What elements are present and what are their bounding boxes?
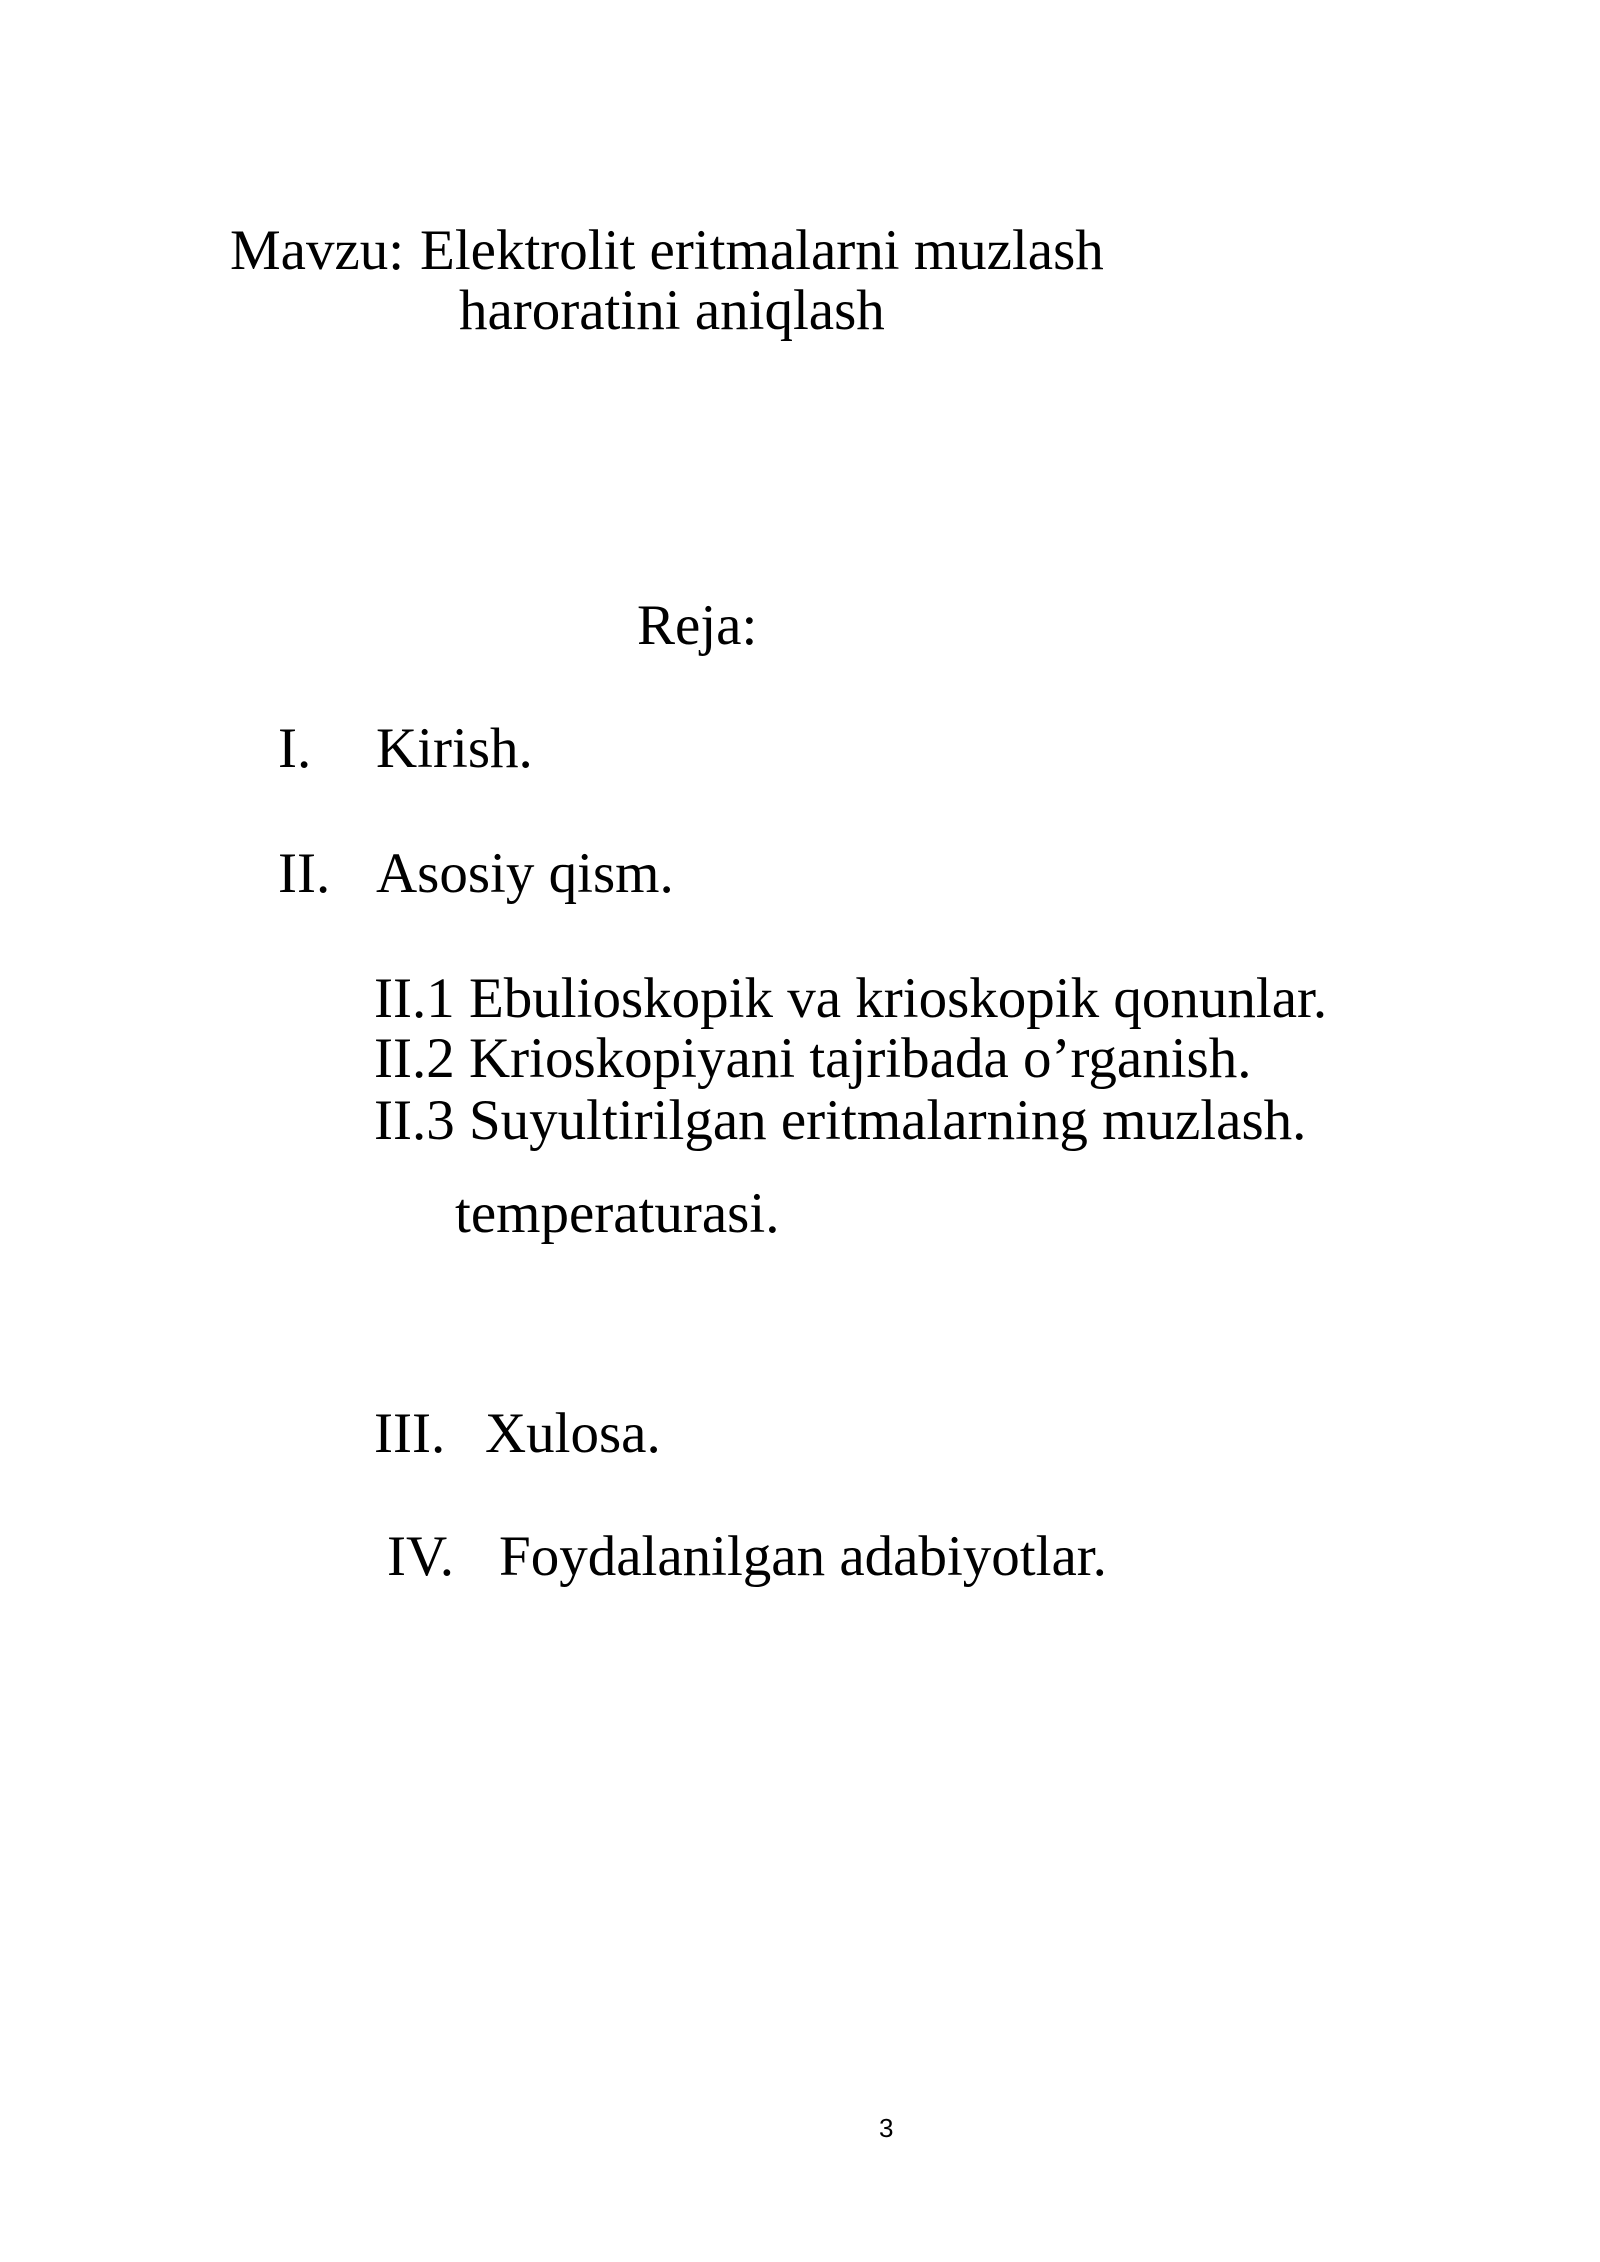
outline-subitem-3: II.3 Suyultirilgan eritmalarning muzlash.: [374, 1089, 1307, 1152]
outline-subitem-3-continuation: temperaturasi.: [455, 1182, 780, 1245]
outline-numeral-4: IV.: [387, 1525, 455, 1588]
topic-title-line-1: Elektrolit eritmalarni muzlash: [420, 219, 1104, 282]
outline-item-conclusion: Xulosa.: [485, 1402, 661, 1465]
outline-numeral-1: I.: [278, 717, 312, 780]
topic-title-line-2: haroratini aniqlash: [459, 279, 885, 342]
outline-subitem-1: II.1 Ebulioskopik va krioskopik qonunlar.: [374, 967, 1328, 1030]
outline-subitem-2: II.2 Krioskopiyani tajribada o’rganish.: [374, 1027, 1252, 1090]
topic-label: Mavzu:: [230, 219, 405, 282]
outline-numeral-2: II.: [278, 842, 331, 905]
plan-heading: Reja:: [637, 594, 758, 657]
outline-item-main-part: Asosiy qism.: [376, 842, 674, 905]
outline-item-references: Foydalanilgan adabiyotlar.: [499, 1525, 1107, 1588]
outline-numeral-3: III.: [374, 1402, 446, 1465]
page-number: 3: [879, 2113, 894, 2143]
outline-item-introduction: Kirish.: [376, 717, 533, 780]
